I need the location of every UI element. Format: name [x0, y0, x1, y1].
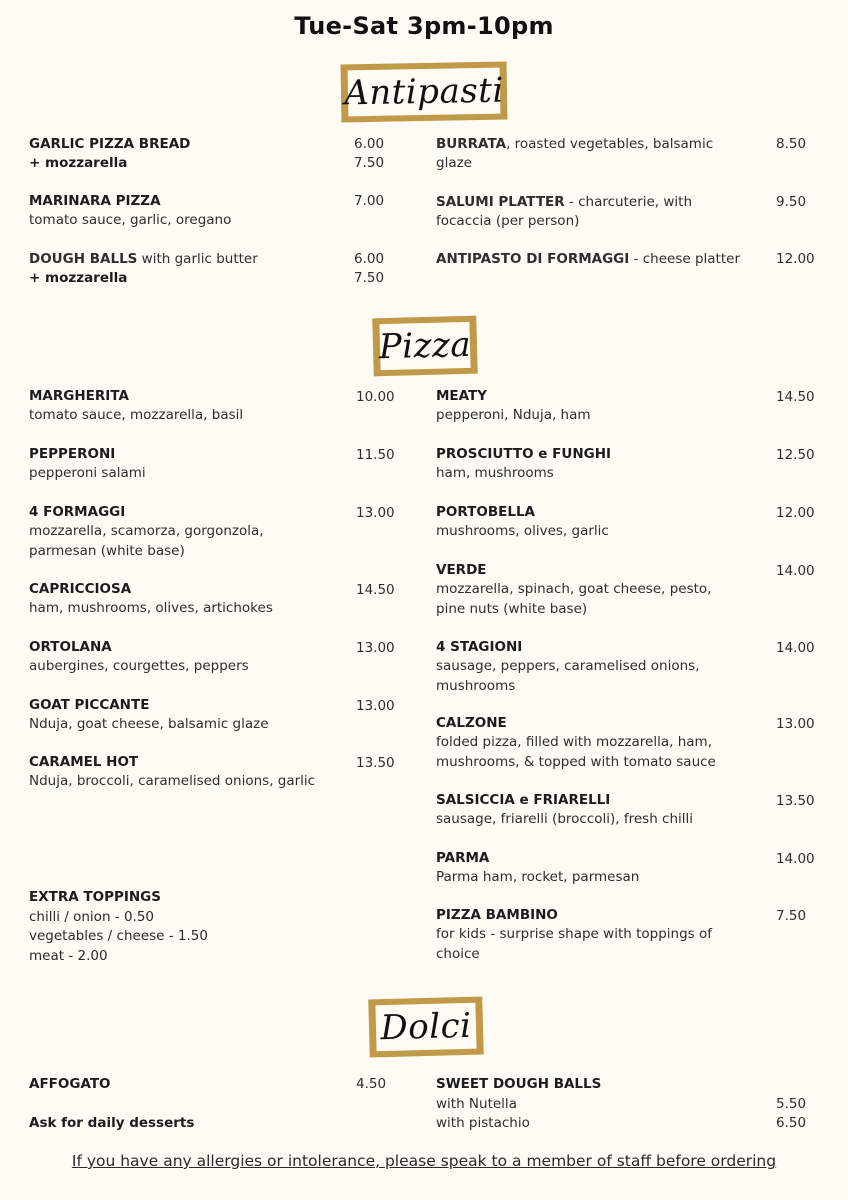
pizza-description: ham, mushrooms — [436, 465, 554, 481]
pizza-price: 13.00 — [356, 640, 395, 656]
item-desc-dough-balls: with garlic butter — [137, 251, 258, 267]
pizza-price: 12.00 — [776, 505, 815, 521]
extra-toppings-line: meat - 2.00 — [29, 947, 108, 964]
pizza-description: choice — [436, 945, 480, 962]
pizza-name: MARGHERITA — [29, 388, 129, 404]
pizza-name: ORTOLANA — [29, 639, 112, 655]
item-price-dough-balls: 6.00 — [354, 251, 385, 267]
pizza-description: mushrooms — [436, 677, 516, 694]
extra-toppings-title: EXTRA TOPPINGS — [29, 889, 161, 905]
item-antipasto-formaggi — [436, 250, 740, 270]
section-title-antipasti: Antipasti — [343, 70, 505, 114]
pizza-description: folded pizza, filled with mozzarella, ham, — [436, 734, 712, 750]
item-salumi-platter — [436, 193, 692, 213]
item-price-salumi-platter: 9.50 — [776, 194, 807, 210]
pizza-price: 14.50 — [356, 582, 395, 598]
section-title-pizza: Pizza — [378, 324, 472, 368]
daily-desserts-note: Ask for daily desserts — [29, 1115, 195, 1131]
extra-toppings — [29, 888, 208, 966]
item-addon-price: 7.50 — [354, 155, 385, 171]
pizza-description: sausage, peppers, caramelised onions, — [436, 658, 700, 674]
pizza-description: Parma ham, rocket, parmesan — [436, 869, 640, 885]
pizza-price: 12.50 — [776, 447, 815, 463]
pizza-name: SALSICCIA e FRIARELLI — [436, 792, 611, 808]
pizza-price: 13.50 — [356, 755, 395, 771]
pizza-price: 14.00 — [776, 563, 815, 579]
item-burrata — [436, 135, 713, 155]
pizza-description: mushrooms, olives, garlic — [436, 523, 609, 539]
item-price-garlic-pizza-bread: 6.00 — [354, 136, 385, 152]
pizza-name: PORTOBELLA — [436, 504, 536, 520]
item-name-affogato: AFFOGATO — [29, 1076, 111, 1092]
item-option-pistachio: with pistachio — [436, 1115, 530, 1131]
pizza-name: 4 FORMAGGI — [29, 504, 126, 520]
opening-hours: Tue-Sat 3pm-10pm — [294, 12, 554, 40]
pizza-price: 14.00 — [776, 640, 815, 656]
extra-toppings-line: chilli / onion - 0.50 — [29, 908, 155, 925]
item-name-salumi-platter: SALUMI PLATTER — [436, 194, 565, 210]
item-price-affogato: 4.50 — [356, 1076, 387, 1092]
pizza-price: 14.50 — [776, 389, 815, 405]
pizza-description: tomato sauce, mozzarella, basil — [29, 407, 244, 423]
allergy-notice: If you have any allergies or intolerance, please speak to a member of staff before ordering — [71, 1152, 777, 1170]
item-name-sweet-dough-balls: SWEET DOUGH BALLS — [436, 1076, 602, 1092]
pizza-price: 13.00 — [356, 698, 395, 714]
pizza-description: ham, mushrooms, olives, artichokes — [29, 600, 273, 616]
pizza-price: 7.50 — [776, 908, 807, 924]
item-dough-balls — [29, 250, 258, 270]
pizza-description: pepperoni salami — [29, 465, 146, 481]
pizza-price: 11.50 — [356, 447, 395, 463]
pizza-name: VERDE — [436, 562, 487, 578]
item-price-antipasto-formaggi: 12.00 — [776, 251, 815, 267]
pizza-name: CARAMEL HOT — [29, 754, 139, 770]
item-name-dough-balls: DOUGH BALLS — [29, 251, 138, 267]
item-price-pistachio: 6.50 — [776, 1115, 807, 1131]
pizza-description: aubergines, courgettes, peppers — [29, 658, 249, 674]
item-name-antipasto-formaggi: ANTIPASTO DI FORMAGGI — [436, 251, 630, 267]
section-title-dolci: Dolci — [379, 1005, 473, 1049]
item-desc-burrata-cont: glaze — [436, 155, 472, 171]
pizza-name: PEPPERONI — [29, 446, 116, 462]
pizza-price: 10.00 — [356, 389, 395, 405]
extra-toppings-line: vegetables / cheese - 1.50 — [29, 928, 208, 944]
pizza-description: mozzarella, scamorza, gorgonzola, — [29, 523, 264, 539]
item-addon-mozzarella: + mozzarella — [29, 270, 128, 286]
pizza-description: mozzarella, spinach, goat cheese, pesto, — [436, 581, 712, 597]
item-name-garlic-pizza-bread: GARLIC PIZZA BREAD — [29, 136, 191, 152]
section-badge-antipasti — [341, 62, 508, 123]
pizza-price: 13.00 — [776, 716, 815, 732]
pizza-name: PROSCIUTTO e FUNGHI — [436, 446, 612, 462]
item-price-marinara-pizza: 7.00 — [354, 193, 385, 209]
item-desc-salumi-cont: focaccia (per person) — [436, 213, 580, 229]
pizza-description: sausage, friarelli (broccoli), fresh chilli — [436, 811, 694, 827]
item-price-nutella: 5.50 — [776, 1096, 807, 1112]
pizza-description: for kids - surprise shape with toppings of — [436, 926, 712, 942]
pizza-description: mushrooms, & topped with tomato sauce — [436, 753, 716, 770]
pizza-name: GOAT PICCANTE — [29, 697, 150, 713]
item-price-burrata: 8.50 — [776, 136, 807, 152]
item-desc-antipasto-formaggi: - cheese platter — [629, 251, 740, 267]
pizza-price: 13.00 — [356, 505, 395, 521]
item-option-nutella: with Nutella — [436, 1096, 517, 1112]
section-badge-dolci — [368, 997, 483, 1058]
pizza-description: pine nuts (white base) — [436, 600, 588, 617]
pizza-description: Nduja, broccoli, caramelised onions, garlic — [29, 773, 316, 789]
item-name-marinara-pizza: MARINARA PIZZA — [29, 193, 161, 209]
pizza-description: parmesan (white base) — [29, 542, 185, 559]
pizza-description: pepperoni, Nduja, ham — [436, 407, 591, 423]
pizza-name: PARMA — [436, 850, 490, 866]
pizza-name: 4 STAGIONI — [436, 639, 523, 655]
pizza-name: MEATY — [436, 388, 488, 404]
section-badge-pizza — [372, 316, 477, 377]
pizza-name: CAPRICCIOSA — [29, 581, 132, 597]
pizza-description: Nduja, goat cheese, balsamic glaze — [29, 716, 269, 732]
item-desc-burrata: , roasted vegetables, balsamic — [506, 136, 714, 152]
item-name-burrata: BURRATA — [436, 136, 507, 152]
item-desc-salumi-platter: - charcuterie, with — [564, 194, 693, 210]
item-desc-marinara-pizza: tomato sauce, garlic, oregano — [29, 212, 232, 228]
item-addon-price: 7.50 — [354, 270, 385, 286]
pizza-name: PIZZA BAMBINO — [436, 907, 558, 923]
pizza-price: 14.00 — [776, 851, 815, 867]
pizza-name: CALZONE — [436, 715, 507, 731]
pizza-price: 13.50 — [776, 793, 815, 809]
item-addon-mozzarella: + mozzarella — [29, 155, 128, 171]
